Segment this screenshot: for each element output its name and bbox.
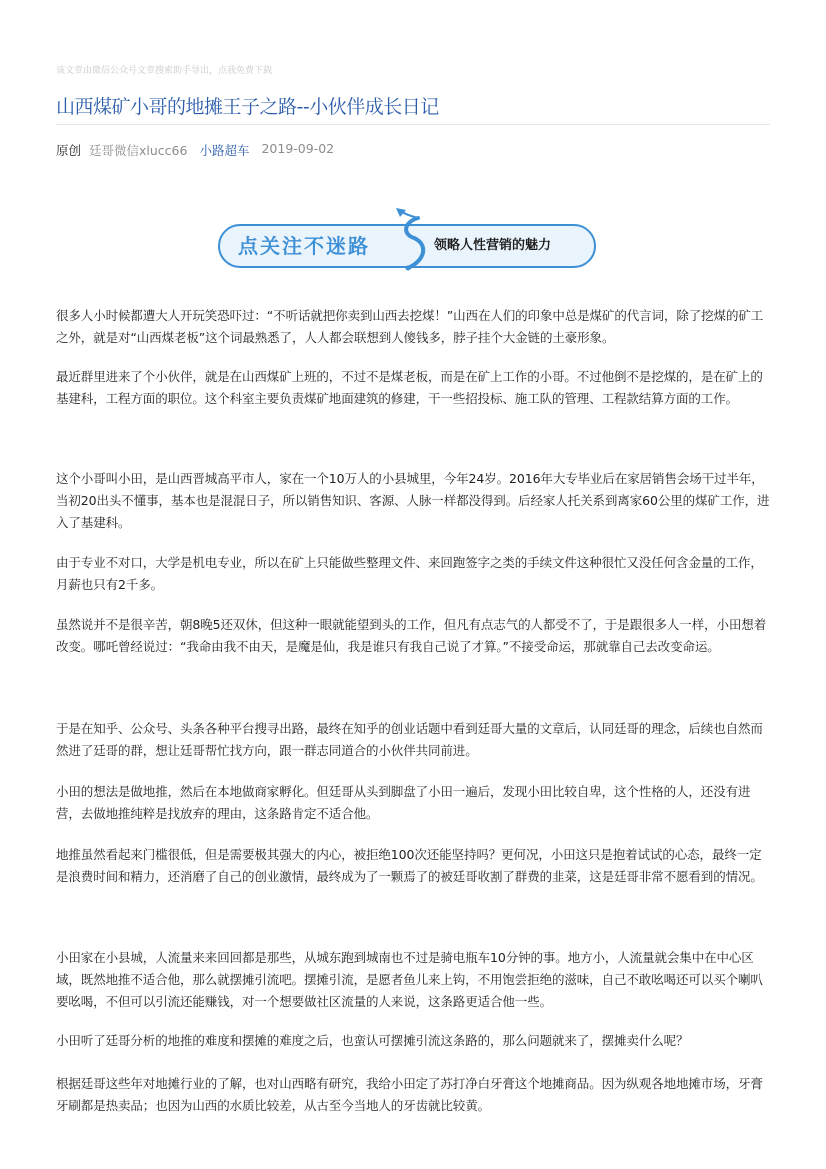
- article-meta: [56, 141, 334, 159]
- banner-follow-text: 点关注不迷路: [238, 234, 370, 258]
- swirl-arrow-icon: [378, 208, 438, 274]
- export-notice-link[interactable]: 该文章由微信公众号文章搜索助手导出，点我免费下载: [56, 66, 273, 76]
- paragraph: 小田的想法是做地推，然后在本地做商家孵化。但廷哥从头到脚盘了小田一遍后，发现小田比较自卑，这个性格的人，还没有进营，去做地推纯粹是找放弃的理由，这条路肯定不适合他。: [56, 784, 751, 821]
- account-link[interactable]: 小路超车: [199, 143, 250, 158]
- paragraph: 由于专业不对口，大学是机电专业，所以在矿上只能做些整理文件、来回跑签字之类的手续文件这种很忙又没任何含金量的工作，月薪也只有2千多。: [56, 555, 763, 592]
- paragraph: 根据廷哥这些年对地摊行业的了解，也对山西略有研究，我给小田定了苏打净白牙膏这个地摊商品。因为纵观各地地摊市场，牙膏牙刷都是热卖品；也因为山西的水质比较差，从古至今当地人的牙齿就比较黄。: [56, 1076, 763, 1113]
- paragraph: 小田听了廷哥分析的地推的难度和摆摊的难度之后，也蛮认可摆摊引流这条路的，那么问题就来了，摆摊卖什么呢？: [56, 1033, 689, 1048]
- publish-date: 2019-09-02: [261, 141, 335, 156]
- paragraph: 小田家在小县城，人流量来来回回都是那些，从城东跑到城南也不过是骑电瓶车10分钟的事。地方小，人流量就会集中在中心区域，既然地推不适合他，那么就摆摊引流吧。摆摊引流，是愿者鱼儿来上钩，不用饱尝拒绝的滋味，自己不敢吆喝还可以买个喇叭要吆喝，不但可以引流还能赚钱，对一个想要做社区流量的人来说，这条路更适合他一些。: [56, 950, 763, 1009]
- banner-slogan-text: 领略人性营销的魅力: [434, 238, 552, 253]
- paragraph: 最近群里进来了个小伙伴，就是在山西煤矿上班的，不过不是煤老板，而是在矿上工作的小哥。不过他倒不是挖煤的，是在矿上的基建科，工程方面的职位。这个科室主要负责煤矿地面建筑的修建，干一些招投标、施工队的管理、工程款结算方面的工作。: [56, 369, 763, 406]
- article-title: 山西煤矿小哥的地摊王子之路--小伙伴成长日记: [56, 96, 439, 118]
- paragraph: 很多人小时候都遭大人开玩笑恐吓过：“不听话就把你卖到山西去挖煤！”山西在人们的印象中总是煤矿的代言词，除了挖煤的矿工之外，就是对“山西煤老板”这个词最熟悉了，人人都会联想到人傻钱多，脖子挂个大金链的土豪形象。: [56, 308, 764, 345]
- original-label: 原创: [56, 143, 82, 158]
- author-name: 廷哥微信xlucc66: [89, 143, 188, 158]
- follow-banner: [218, 208, 608, 274]
- title-divider: [56, 124, 770, 125]
- paragraph: 地推虽然看起来门槛很低，但是需要极其强大的内心，被拒绝100次还能坚持吗？更何况，小田这只是抱着试试的心态，最终一定是浪费时间和精力，还消磨了自己的创业激情，最终成为了一颗焉了的被廷哥收割了群费的韭菜，这是廷哥非常不愿看到的情况。: [56, 847, 763, 884]
- paragraph: 于是在知乎、公众号、头条各种平台搜寻出路，最终在知乎的创业话题中看到廷哥大量的文章后，认同廷哥的理念，后续也自然而然进了廷哥的群，想让廷哥帮忙找方向，跟一群志同道合的小伙伴共同前进。: [56, 721, 763, 758]
- paragraph: 这个小哥叫小田，是山西晋城高平市人，家在一个10万人的小县城里，今年24岁。2016年大专毕业后在家居销售会场干过半年，当初20出头不懂事，基本也是混混日子，所以销售知识、客源、人脉一样都没得到。后经家人托关系到离家60公里的煤矿工作，进入了基建科。: [56, 471, 770, 530]
- paragraph: 虽然说并不是很辛苦，朝8晚5还双休，但这种一眼就能望到头的工作，但凡有点志气的人都受不了，于是跟很多人一样，小田想着改变。哪吒曾经说过：“我命由我不由天，是魔是仙，我是谁只有我自己说了才算。”不接受命运，那就靠自己去改变命运。: [56, 617, 767, 654]
